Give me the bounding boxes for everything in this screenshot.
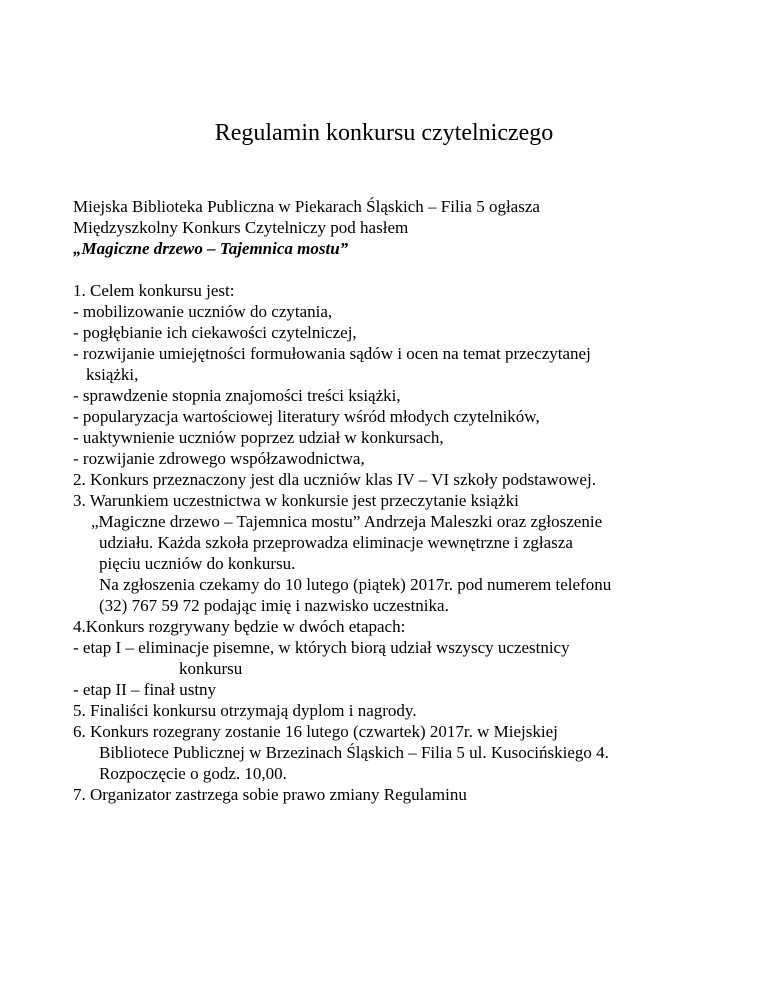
rule-item-6-continuation: Rozpoczęcie o godz. 10,00. <box>99 764 287 783</box>
stage-item: - etap I – eliminacje pisemne, w których biorą udział wszyscy uczestnicy <box>73 638 570 657</box>
goal-item: - rozwijanie zdrowego współzawodnictwa, <box>73 449 365 468</box>
rule-item-7: 7. Organizator zastrzega sobie prawo zmiany Regulaminu <box>73 785 467 804</box>
stage-item-continuation: konkursu <box>179 659 243 678</box>
rule-item-3: 3. Warunkiem uczestnictwa w konkursie jest przeczytanie książki <box>73 491 519 510</box>
contest-motto: „Magiczne drzewo – Tajemnica mostu” <box>73 239 349 258</box>
goals-heading: 1. Celem konkursu jest: <box>73 281 235 300</box>
intro-line-2: Międzyszkolny Konkurs Czytelniczy pod hasłem <box>73 218 409 237</box>
intro-line-1: Miejska Biblioteka Publiczna w Piekarach Śląskich – Filia 5 ogłasza <box>73 197 540 216</box>
stage-item: - etap II – finał ustny <box>73 680 217 699</box>
rule-item-3-continuation: Na zgłoszenia czekamy do 10 lutego (piątek) 2017r. pod numerem telefonu <box>99 575 612 594</box>
rule-item-5: 5. Finaliści konkursu otrzymają dyplom i nagrody. <box>73 701 417 720</box>
goal-item: - sprawdzenie stopnia znajomości treści książki, <box>73 386 401 405</box>
rule-item-3-continuation: udziału. Każda szkoła przeprowadza eliminacje wewnętrzne i zgłasza <box>99 533 573 552</box>
rule-item-4: 4.Konkurs rozgrywany będzie w dwóch etapach: <box>73 617 406 636</box>
goal-item: - uaktywnienie uczniów poprzez udział w konkursach, <box>73 428 444 447</box>
rule-item-6-continuation: Bibliotece Publicznej w Brzezinach Śląskich – Filia 5 ul. Kusocińskiego 4. <box>99 743 609 762</box>
page-title: Regulamin konkursu czytelniczego <box>214 120 554 146</box>
rule-item-3-continuation: „Magiczne drzewo – Tajemnica mostu” Andrzeja Maleszki oraz zgłoszenie <box>91 512 603 531</box>
rule-item-3-continuation: pięciu uczniów do konkursu. <box>99 554 296 573</box>
goal-item: - popularyzacja wartościowej literatury wśród młodych czytelników, <box>73 407 540 426</box>
goal-item: - rozwijanie umiejętności formułowania sądów i ocen na temat przeczytanej <box>73 344 591 363</box>
goal-item: - pogłębianie ich ciekawości czytelniczej, <box>73 323 357 342</box>
goal-item-continuation: książki, <box>86 365 139 384</box>
rule-item-3-continuation: (32) 767 59 72 podając imię i nazwisko uczestnika. <box>99 596 449 615</box>
rule-item-6: 6. Konkurs rozegrany zostanie 16 lutego (czwartek) 2017r. w Miejskiej <box>73 722 558 741</box>
rule-item-2: 2. Konkurs przeznaczony jest dla uczniów klas IV – VI szkoły podstawowej. <box>73 470 596 489</box>
document-body <box>73 196 753 805</box>
goal-item: - mobilizowanie uczniów do czytania, <box>73 302 333 321</box>
spacer <box>73 259 753 280</box>
